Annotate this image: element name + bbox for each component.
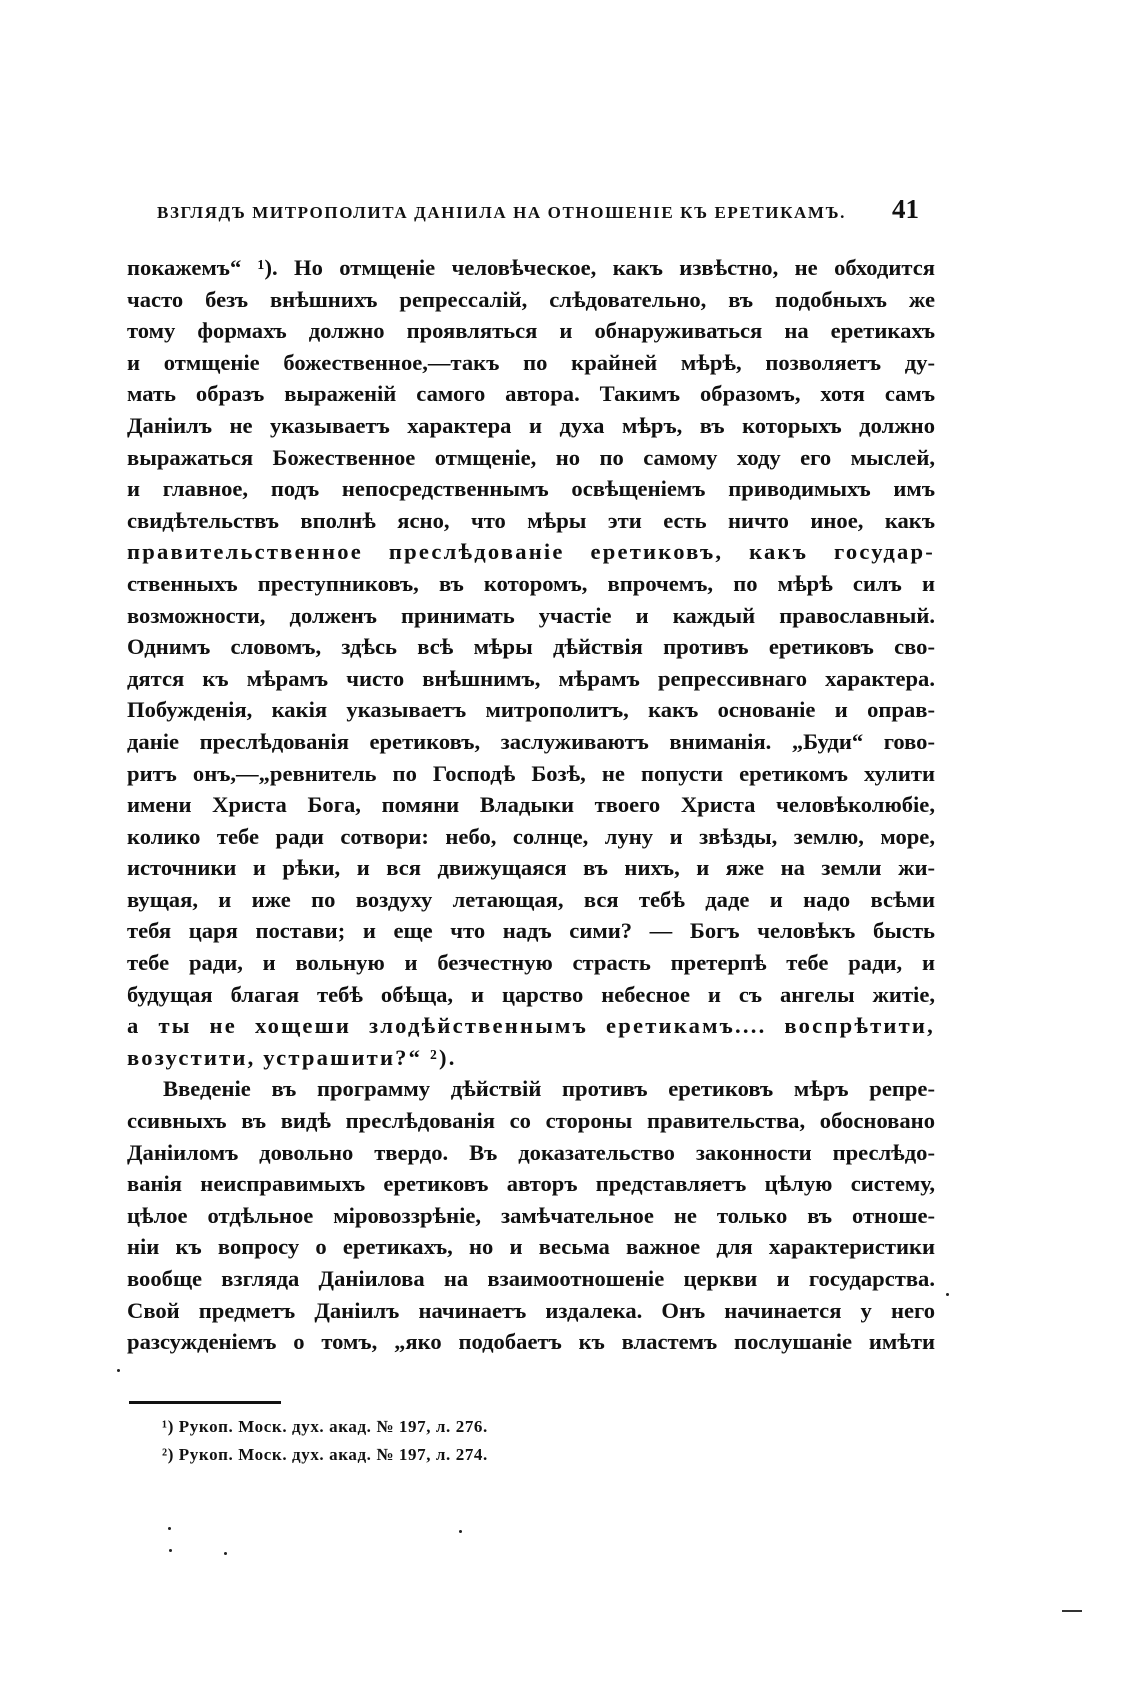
text-line: выражаться Божественное отмщеніе, но по самому ходу его мыслей, <box>127 444 935 470</box>
page-number: 41 <box>892 194 919 224</box>
text-line: возможности, долженъ принимать участіе и каждый православный. <box>127 602 935 628</box>
text-line: Даніилъ не указываетъ характера и духа мѣръ, въ которыхъ должно <box>127 412 935 438</box>
running-head <box>157 194 919 225</box>
text-line: ніи къ вопросу о еретикахъ, но и весьма важное для характеристики <box>127 1234 935 1260</box>
footnotes <box>162 1413 488 1469</box>
scan-speck <box>117 1369 120 1372</box>
text-line: разсужденіемъ о томъ, „яко подобаетъ къ властемъ послушаніе имѣти <box>127 1329 935 1355</box>
text-line: мать образъ выраженій самого автора. Такимъ образомъ, хотя самъ <box>127 381 935 407</box>
text-line: Однимъ словомъ, здѣсь всѣ мѣры дѣйствія противъ еретиковъ сво- <box>127 634 935 660</box>
text-line: Даніиломъ довольно твердо. Въ доказательство законности преслѣдо- <box>127 1139 935 1165</box>
text-line: тебя царя постави; и еще что надъ сими? — Богъ человѣкъ бысть <box>127 918 935 944</box>
text-line: будущая благая тебѣ обѣща, и царство небесное и съ ангелы житіе, <box>127 981 935 1007</box>
text-line: свидѣтельствъ вполнѣ ясно, что мѣры эти есть ничто иное, какъ <box>127 507 935 533</box>
text-line: тебе ради, и вольную и безчестную страсть претерпѣ тебе ради, и <box>127 950 935 976</box>
text-line: ванія неисправимыхъ еретиковъ авторъ представляетъ цѣлую систему, <box>127 1171 935 1197</box>
scan-speck <box>168 1527 171 1530</box>
text-line: имени Христа Бога, помяни Владыки твоего Христа человѣколюбіе, <box>127 792 935 818</box>
text-line: источники и рѣки, и вся движущаяся въ нихъ, и яже на земли жи- <box>127 855 935 881</box>
text-line: вообще взгляда Даніилова на взаимоотношеніе церкви и государства. <box>127 1266 935 1291</box>
scan-speck <box>224 1552 227 1555</box>
text-line: колико тебе ради сотвори: небо, солнце, луну и звѣзды, землю, море, <box>127 823 935 849</box>
text-line: ссивныхъ въ видѣ преслѣдованія со стороны правительства, обосновано <box>127 1108 935 1134</box>
text-line: правительственное преслѣдованіе еретиковъ, какъ государ- <box>127 539 935 565</box>
text-line: Введеніе въ программу дѣйствій противъ еретиковъ мѣръ репре- <box>163 1076 935 1102</box>
body-text <box>127 252 935 1358</box>
text-line: а ты не хощеши злодѣйственнымъ еретикамъ.... воспрѣтити, <box>127 1013 935 1039</box>
text-line: вущая, и иже по воздуху летающая, вся тебѣ даде и надо всѣми <box>127 886 935 912</box>
text-line: ритъ онъ,—„ревнитель по Господѣ Бозѣ, не попусти еретикомъ хулити <box>127 760 935 786</box>
text-line: Побужденія, какія указываетъ митрополитъ, какъ основаніе и оправ- <box>127 697 935 723</box>
text-line: тому формахъ должно проявляться и обнаруживаться на еретикахъ <box>127 318 935 344</box>
text-line: дятся къ мѣрамъ чисто внѣшнимъ, мѣрамъ репрессивнаго характера. <box>127 665 935 691</box>
scan-speck <box>169 1549 172 1552</box>
text-line: часто безъ внѣшнихъ репрессалій, слѣдовательно, въ подобныхъ же <box>127 286 935 312</box>
scan-speck <box>946 1293 949 1296</box>
running-title: ВЗГЛЯДЪ МИТРОПОЛИТА ДАНІИЛА НА ОТНОШЕНІЕ КЪ ЕРЕТИКАМЪ. <box>157 203 847 222</box>
text-line: ственныхъ преступниковъ, въ которомъ, впрочемъ, по мѣрѣ силъ и <box>127 570 935 596</box>
scan-mark <box>1062 1610 1082 1612</box>
text-line: даніе преслѣдованія еретиковъ, заслуживаютъ вниманія. „Буди“ гово- <box>127 728 935 754</box>
footnote-1: ¹) Рукоп. Моск. дух. акад. № 197, л. 276. <box>162 1417 488 1436</box>
scan-speck <box>459 1530 462 1533</box>
text-line: Свой предметъ Даніилъ начинаетъ издалека. Онъ начинается у него <box>127 1297 935 1323</box>
text-line: цѣлое отдѣльное міровоззрѣніе, замѣчательное не только въ отноше- <box>127 1202 935 1228</box>
text-line: возустити, устрашити?“ ²). <box>127 1044 457 1070</box>
footnote-rule <box>129 1401 281 1404</box>
footnote-2: ²) Рукоп. Моск. дух. акад. № 197, л. 274. <box>162 1445 488 1464</box>
text-line: покажемъ“ ¹). Но отмщеніе человѣческое, какъ извѣстно, не обходится <box>127 255 935 280</box>
text-line: и отмщеніе божественное,—такъ по крайней мѣрѣ, позволяетъ ду- <box>127 349 935 375</box>
text-line: и главное, подъ непосредственнымъ освѣщеніемъ приводимыхъ имъ <box>127 476 935 502</box>
